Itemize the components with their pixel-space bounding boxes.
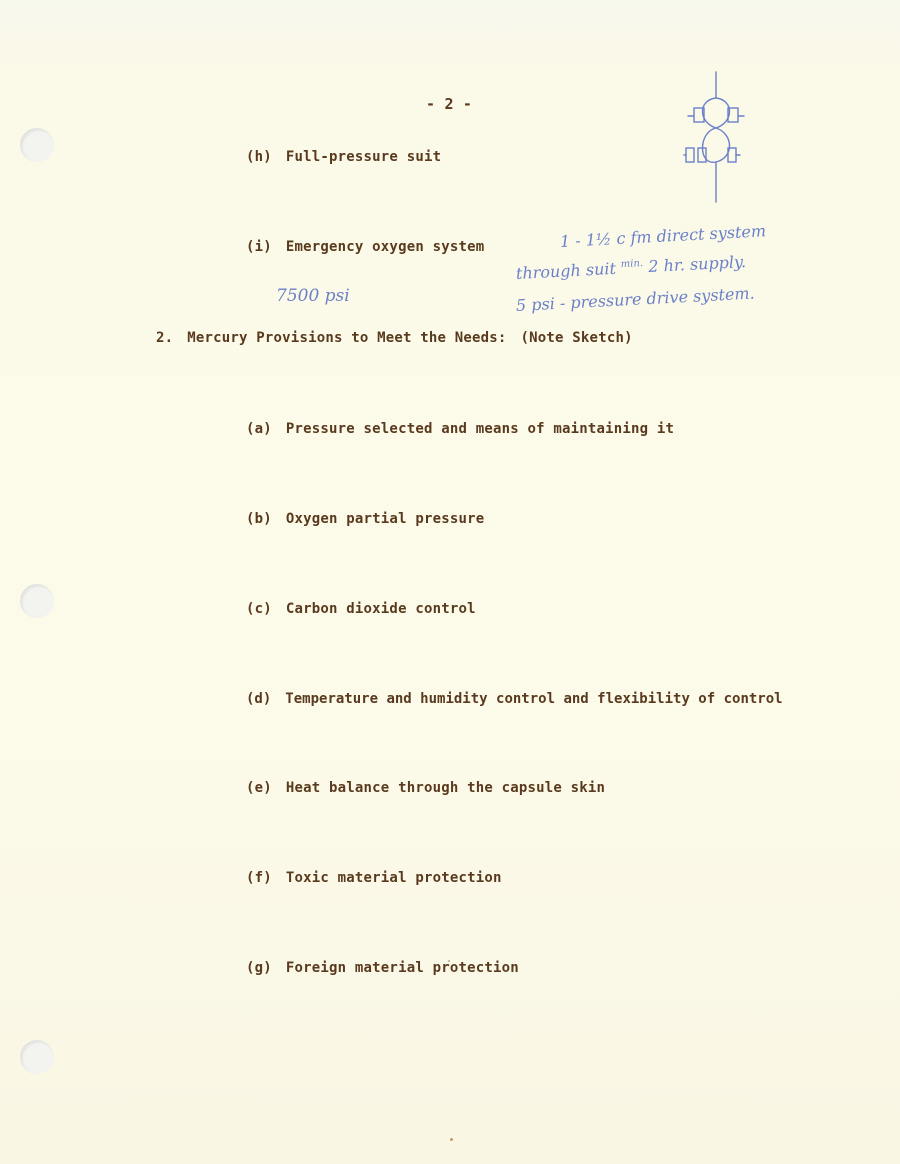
item-marker: (d) [246, 691, 272, 707]
item-text: Foreign material protection [285, 960, 519, 976]
handwritten-line-2-tail: 2 hr. supply. [647, 251, 747, 277]
item-marker: (a) [246, 421, 272, 437]
item-text: Emergency oxygen system [285, 239, 485, 255]
item-text: Heat balance through the capsule skin [285, 780, 606, 796]
item-marker: (c) [246, 601, 272, 617]
list-item [246, 511, 484, 527]
item-text: Pressure selected and means of maintaining it [285, 421, 675, 437]
item-marker: (f) [246, 870, 272, 886]
handwritten-line-2-sup: min. [620, 258, 644, 271]
item-text: Toxic material protection [285, 870, 502, 886]
punch-hole-bottom [20, 1040, 54, 1074]
handwritten-line-2-text: through suit [515, 258, 617, 283]
list-item [246, 149, 441, 165]
handwritten-line-3: 5 psi - pressure drive system. [515, 283, 756, 315]
section-note: (Note Sketch) [520, 330, 633, 346]
handwritten-line-1: 1 - 1½ c fm direct system [559, 221, 767, 251]
item-marker: (e) [246, 780, 272, 796]
list-item [246, 421, 674, 437]
paper-speck [450, 1138, 453, 1141]
item-text: Carbon dioxide control [285, 601, 476, 617]
page-number: - 2 - [426, 95, 473, 113]
item-text: Oxygen partial pressure [285, 511, 485, 527]
handwritten-psi: 7500 psi [276, 286, 350, 306]
section-title: Mercury Provisions to Meet the Needs: [187, 330, 507, 346]
list-item [246, 870, 502, 886]
item-marker: (g) [246, 960, 272, 976]
list-item [246, 691, 783, 707]
item-marker: (h) [246, 149, 272, 165]
item-marker: (i) [246, 239, 272, 255]
section-heading [156, 330, 633, 346]
list-item [246, 239, 484, 255]
punch-hole-top [20, 128, 54, 162]
list-item [246, 601, 476, 617]
section-number: 2. [156, 330, 174, 346]
list-item [246, 960, 519, 976]
punch-hole-middle [20, 584, 54, 618]
item-marker: (b) [246, 511, 272, 527]
handwritten-line-2 [516, 252, 747, 283]
list-item [246, 780, 605, 796]
handwritten-sketch [676, 70, 756, 210]
item-text: Temperature and humidity control and flexibility of control [285, 691, 783, 707]
item-text: Full-pressure suit [285, 149, 442, 165]
